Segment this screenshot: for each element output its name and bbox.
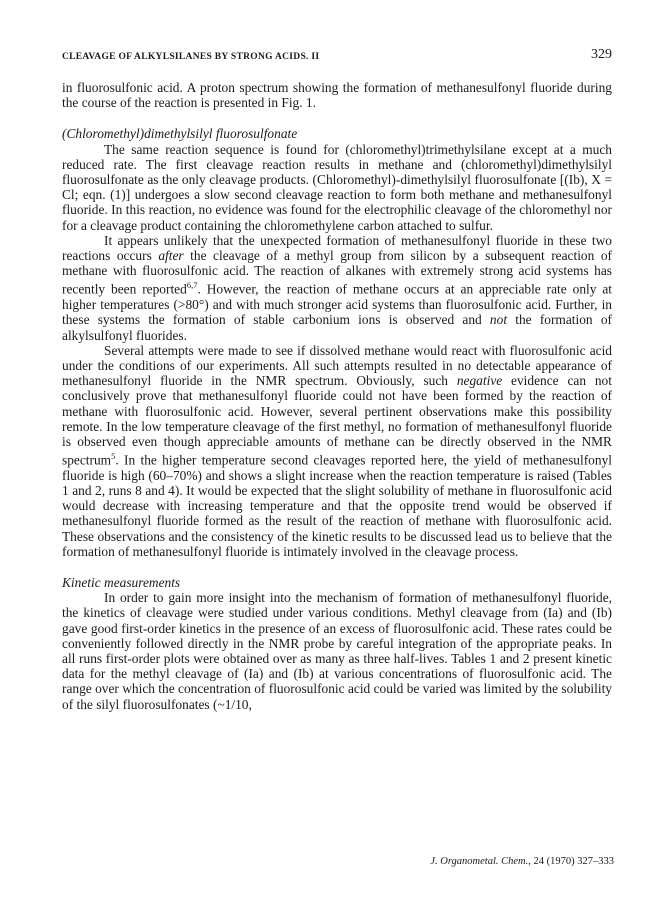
journal-volume: , 24 (1970) 327–333	[528, 856, 614, 867]
emphasis: after	[158, 248, 184, 264]
page-number: 329	[591, 47, 612, 62]
emphasis: not	[489, 312, 508, 328]
journal-footer	[430, 856, 614, 867]
running-title: CLEAVAGE OF ALKYLSILANES BY STRONG ACIDS. II	[62, 52, 320, 62]
section-heading-kinetic: Kinetic measurements	[62, 575, 181, 591]
paragraph: The same reaction sequence is found for (chloromethyl)trimethylsilane except at a much reduced rate. The first cleavage reaction results in methane and (chloromethyl)dimethylsilyl fluorosulfonate as the only cleavage products. (Chloromethyl)-dimethylsilyl fluorosulfonate [(Ib), X = Cl; eqn. (1)] undergoes a slow second cleavage reaction to form both methane and methanesulfonyl fluoride. In this reaction, no evidence was found for the electrophilic cleavage of the chloromethyl nor for a cleavage product containing the chloromethylene carbon attached to sulfur.	[62, 141, 612, 233]
citation-superscript: 5	[111, 451, 116, 462]
paragraph: It appears unlikely that the unexpected formation of methanesulfonyl fluoride in these two reactions occurs after the cleavage of a methyl group from silicon by a subsequent reaction of methane with fluorosulfonic acid. The reaction of alkanes with extremely strong acid systems has recently been reported$^{6,7}$. However, the reaction of methane occurs at an appreciable rate only at higher temperatures (>80°) and with much stronger acid systems than fluorosulfonic acid. Further, in these systems the formation of stable carbonium ions is observed and not the formation of alkylsulfonyl fluorides.	[62, 232, 612, 343]
page-content	[62, 46, 612, 712]
section-heading-chloromethyl: (Chloromethyl)dimethylsilyl fluorosulfonate	[62, 126, 298, 142]
citation-superscript: 6,7	[186, 280, 198, 291]
paragraph-continuation: in fluorosulfonic acid. A proton spectrum showing the formation of methanesulfonyl fluoride during the course of the reaction is presented in Fig. 1.	[62, 80, 612, 111]
running-head	[62, 46, 612, 66]
paragraph: In order to gain more insight into the mechanism of formation of methanesulfonyl fluoride, the kinetics of cleavage were studied under various conditions. Methyl cleavage from (Ia) and (Ib) gave good first-order kinetics in the presence of an excess of fluorosulfonic acid. These rates could be conveniently followed directly in the NMR probe by careful integration of the appropriate peaks. In all runs first-order plots were obtained over as many as three half-lives. Tables 1 and 2 present kinetic data for the methyl cleavage of (Ia) and (Ib) at various concentrations of fluorosulfonic acid. The range over which the concentration of fluorosulfonic acid could be varied was limited by the solubility of the silyl fluorosulfonates (~1/10,	[62, 590, 612, 712]
emphasis: negative	[456, 373, 503, 389]
paragraph: Several attempts were made to see if dissolved methane would react with fluorosulfonic acid under the conditions of our experiments. All such attempts resulted in no detectable appearance of methanesulfonyl fluoride in the NMR spectrum. Obviously, such negative evidence can not conclusively prove that methanesulfonyl fluoride could not have been formed by the reaction of methane with fluorosulfonic acid. However, several pertinent observations make this possibility remote. In the low temperature cleavage of the first methyl, no formation of methanesulfonyl fluoride is observed even though appreciable amounts of methane can be directly observed in the NMR spectrum$^5$. In the higher temperature second cleavages reported here, the yield of methanesulfonyl fluoride is high (60–70%) and shows a slight increase when the reaction temperature is raised (Tables 1 and 2, runs 8 and 4). It would be expected that the slight solubility of methane in fluorosulfonic acid would decrease with increasing temperature and that the opposite trend would be observed if methanesulfonyl fluoride formed as the result of the reaction of methane with fluorosulfonic acid. These observations and the consistency of the kinetic results to be discussed lead us to believe that the formation of methanesulfonyl fluoride is intimately involved in the cleavage process.	[62, 342, 612, 559]
journal-name: J. Organometal. Chem.	[430, 856, 529, 867]
